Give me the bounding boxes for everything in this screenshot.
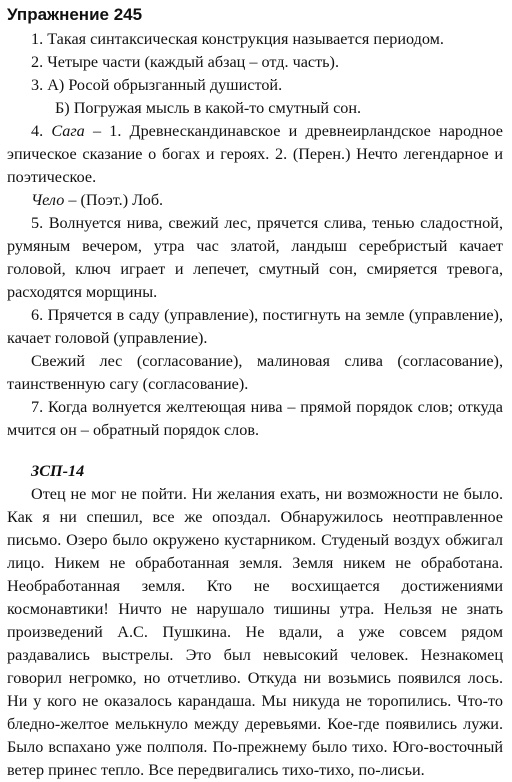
- answer-4: [7, 120, 503, 189]
- zsp-text: Отец не мог не пойти. Ни желания ехать, ни возможности не было. Как я ни спешил, все же опоздал. Обнаружилось неотправленное письмо. Озеро было окружено кустарником. Студеный воздух обжигал лицо. Никем не обработанная земля. Земля никем не обработана. Необработанная земля. Кто не восхищается достижениями космонавтики! Ничто не нарушало тишины утра. Нельзя не знать произведений А.С. Пушкина. Не вдали, а уже совсем рядом раздавались выстрелы. Это был невысокий человек. Незнакомец говорил негромко, но отчетливо. Откуда ни возьмись появился лось. Ни у кого не оказалось карандаша. Мы никуда не торопились. Что-то бледно-желтое мелькнуло между деревьями. Кое-где появились лужи. Было вспахано уже полполя. По-прежнему было тихо. Юго-восточный ветер принес тепло. Все передвигались тихо-тихо, по-лисьи.: [7, 485, 503, 779]
- answer-7: 7. Когда волнуется желтеющая нива – прямой порядок слов; откуда мчится он – обратный порядок слов.: [7, 398, 503, 439]
- answer-4-number: 4.: [31, 122, 44, 140]
- answer-5: 5. Волнуется нива, свежий лес, прячется слива, тенью сладостной, румяным вечером, утра час златой, ландыш серебристый качает головой, ключ играет и лепечет, смутный сон, смиряется тревога, расходятся морщины.: [7, 214, 503, 301]
- answer-4b: [7, 189, 503, 212]
- exercise-heading: Упражнение 245: [7, 5, 143, 24]
- answer-3a: 3. А) Росой обрызганный душистой.: [31, 76, 283, 94]
- answer-1: 1. Такая синтаксическая конструкция называется периодом.: [31, 30, 444, 48]
- zsp-title: ЗСП-14: [31, 462, 85, 480]
- term-saga: Сага: [51, 122, 85, 140]
- answer-4b-definition: – (Поэт.) Лоб.: [64, 191, 164, 209]
- answer-6b: Свежий лес (согласование), малиновая слива (согласование), таинственную сагу (согласование).: [7, 352, 503, 393]
- answer-4-definition: – 1. Древнескандинавское и древнеирландское народное эпическое сказание о богах и героях. 2. (Перен.) Нечто легендарное и поэтическое.: [7, 122, 503, 186]
- answer-2: 2. Четыре части (каждый абзац – отд. часть).: [31, 53, 339, 71]
- answer-6: 6. Прячется в саду (управление), постигнуть на земле (управление), качает головой (управление).: [7, 306, 503, 347]
- term-chelo: Чело: [31, 191, 65, 209]
- answer-3b: Б) Погружая мысль в какой-то смутный сон.: [55, 99, 362, 117]
